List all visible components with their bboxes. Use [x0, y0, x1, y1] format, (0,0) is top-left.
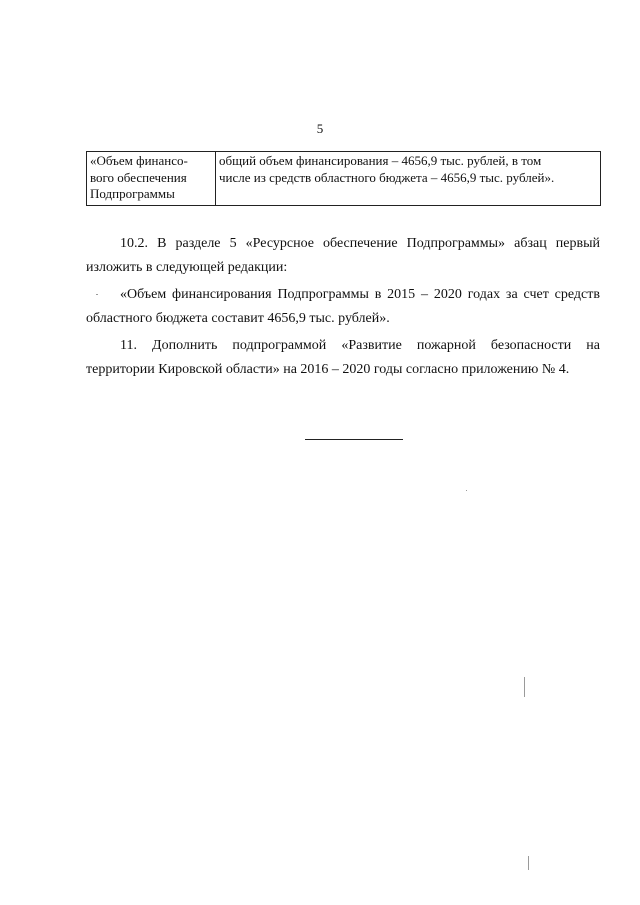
table-cell-label [87, 152, 216, 206]
paragraph-quoted-amendment [86, 283, 600, 331]
scan-speck [524, 677, 525, 697]
table-cell-line: «Объем финансо- [90, 153, 188, 168]
paragraph-section-11 [86, 334, 600, 382]
page-number: 5 [316, 121, 324, 136]
table-cell-line: общий объем финансирования – 4656,9 тыс. рублей, в том [219, 153, 542, 168]
scan-speck [466, 490, 467, 491]
table-cell-value [216, 152, 601, 206]
scan-speck [96, 294, 98, 295]
paragraph-text: 11. Дополнить подпрограммой «Развитие пожарной безопасности на территории Кировской области» на 2016 – 2020 годы согласно приложению № 4. [86, 338, 600, 377]
table-cell-line: вого обеспечения [90, 169, 187, 185]
closing-rule [305, 439, 403, 440]
paragraph-text: «Объем финансирования Подпрограммы в 2015 – 2020 годах за счет средств областного бюджета составит 4656,9 тыс. рублей». [86, 287, 600, 326]
table-row [87, 152, 601, 206]
paragraph-text: 10.2. В разделе 5 «Ресурсное обеспечение Подпрограммы» абзац первый изложить в следующей редакции: [86, 236, 600, 275]
paragraph-section-10-2 [86, 232, 600, 280]
scan-speck [528, 856, 529, 870]
table-cell-line: числе из средств областного бюджета – 4656,9 тыс. рублей». [219, 169, 555, 185]
passport-table [86, 151, 601, 206]
table-cell-line: Подпрограммы [90, 186, 175, 201]
